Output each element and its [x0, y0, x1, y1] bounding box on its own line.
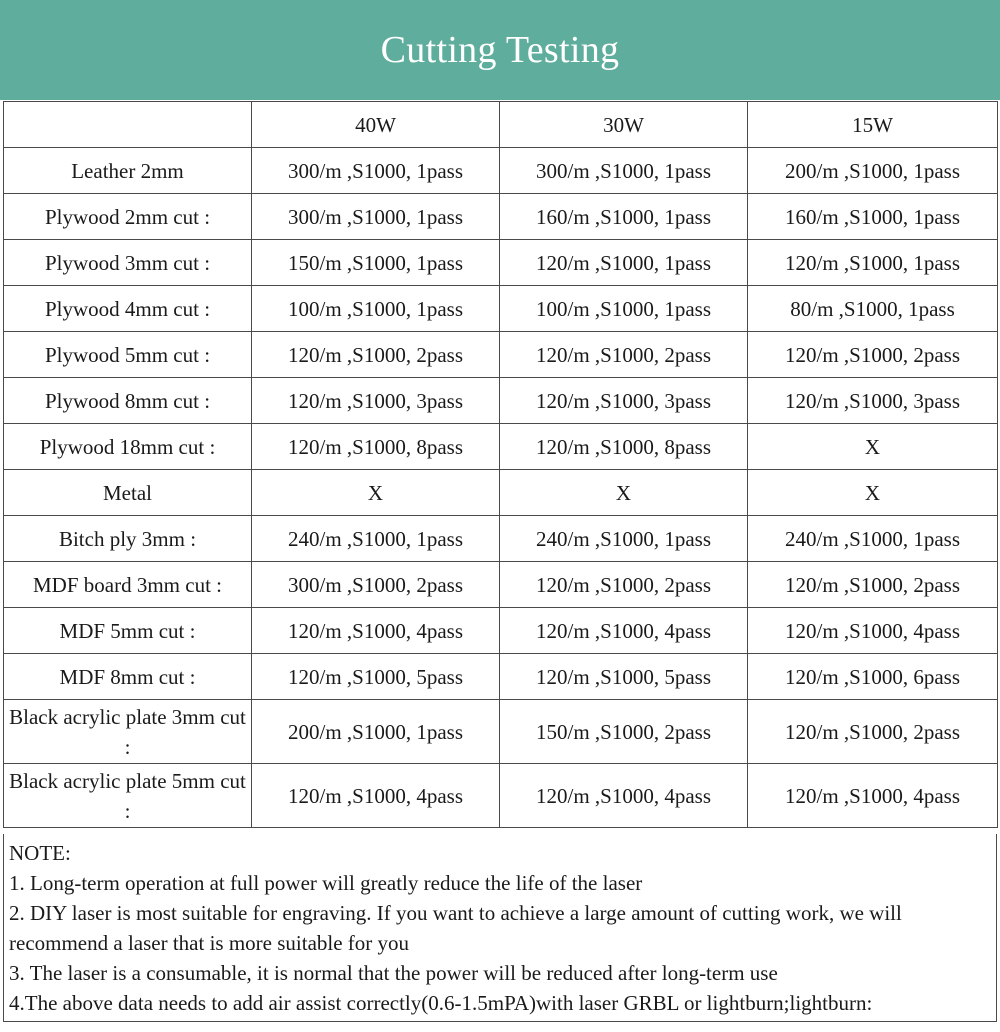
notes-heading: NOTE:	[9, 841, 71, 865]
material-cell: Plywood 3mm cut :	[4, 240, 252, 286]
material-cell: MDF 5mm cut :	[4, 608, 252, 654]
table-row	[4, 608, 998, 654]
setting-cell: 150/m ,S1000, 2pass	[500, 700, 748, 764]
material-cell: Bitch ply 3mm :	[4, 516, 252, 562]
setting-cell: X	[748, 424, 998, 470]
setting-cell: 120/m ,S1000, 2pass	[748, 700, 998, 764]
material-cell: MDF 8mm cut :	[4, 654, 252, 700]
table-body	[4, 102, 998, 828]
setting-cell: X	[500, 470, 748, 516]
setting-cell: 120/m ,S1000, 3pass	[500, 378, 748, 424]
setting-cell: 300/m ,S1000, 2pass	[252, 562, 500, 608]
material-cell: MDF board 3mm cut :	[4, 562, 252, 608]
setting-cell: 150/m ,S1000, 1pass	[252, 240, 500, 286]
setting-cell: 120/m ,S1000, 2pass	[500, 562, 748, 608]
material-cell: Black acrylic plate 5mm cut :	[4, 764, 252, 828]
setting-cell: 120/m ,S1000, 1pass	[500, 240, 748, 286]
setting-cell: 240/m ,S1000, 1pass	[252, 516, 500, 562]
setting-cell: X	[252, 470, 500, 516]
material-cell: Plywood 5mm cut :	[4, 332, 252, 378]
setting-cell: 120/m ,S1000, 3pass	[252, 378, 500, 424]
setting-cell: 160/m ,S1000, 1pass	[748, 194, 998, 240]
setting-cell: 300/m ,S1000, 1pass	[252, 148, 500, 194]
setting-cell: 120/m ,S1000, 4pass	[748, 608, 998, 654]
setting-cell: 120/m ,S1000, 4pass	[500, 764, 748, 828]
setting-cell: 120/m ,S1000, 4pass	[748, 764, 998, 828]
table-row	[4, 516, 998, 562]
material-cell: Plywood 8mm cut :	[4, 378, 252, 424]
setting-cell: 120/m ,S1000, 2pass	[252, 332, 500, 378]
setting-cell: 80/m ,S1000, 1pass	[748, 286, 998, 332]
table-row	[4, 332, 998, 378]
table-row	[4, 240, 998, 286]
cutting-table	[3, 101, 998, 828]
table-row	[4, 194, 998, 240]
material-cell: Black acrylic plate 3mm cut :	[4, 700, 252, 764]
setting-cell: 100/m ,S1000, 1pass	[500, 286, 748, 332]
setting-cell: 120/m ,S1000, 2pass	[500, 332, 748, 378]
table-row	[4, 148, 998, 194]
setting-cell: 120/m ,S1000, 3pass	[748, 378, 998, 424]
table-row	[4, 378, 998, 424]
setting-cell: 120/m ,S1000, 8pass	[500, 424, 748, 470]
note-3: 3. The laser is a consumable, it is normal that the power will be reduced after long-term use	[9, 961, 778, 985]
setting-cell: 240/m ,S1000, 1pass	[500, 516, 748, 562]
table-row	[4, 286, 998, 332]
setting-cell: 200/m ,S1000, 1pass	[748, 148, 998, 194]
page-title: Cutting Testing	[380, 29, 620, 71]
setting-cell: 120/m ,S1000, 2pass	[748, 562, 998, 608]
material-cell: Metal	[4, 470, 252, 516]
header-corner	[4, 102, 252, 148]
header-30w: 30W	[500, 102, 748, 148]
table-row	[4, 654, 998, 700]
setting-cell: X	[748, 470, 998, 516]
note-2: 2. DIY laser is most suitable for engraving. If you want to achieve a large amount of cutting work, we will recommend a laser that is more suitable for you	[9, 901, 902, 955]
setting-cell: 120/m ,S1000, 4pass	[252, 608, 500, 654]
setting-cell: 120/m ,S1000, 5pass	[252, 654, 500, 700]
material-cell: Plywood 2mm cut :	[4, 194, 252, 240]
table-row	[4, 470, 998, 516]
setting-cell: 300/m ,S1000, 1pass	[500, 148, 748, 194]
setting-cell: 300/m ,S1000, 1pass	[252, 194, 500, 240]
setting-cell: 240/m ,S1000, 1pass	[748, 516, 998, 562]
note-4: 4.The above data needs to add air assist correctly(0.6-1.5mPA)with laser GRBL or lightburn;lightburn:	[9, 991, 873, 1015]
setting-cell: 120/m ,S1000, 1pass	[748, 240, 998, 286]
table-header-row	[4, 102, 998, 148]
setting-cell: 100/m ,S1000, 1pass	[252, 286, 500, 332]
material-cell: Leather 2mm	[4, 148, 252, 194]
setting-cell: 120/m ,S1000, 2pass	[748, 332, 998, 378]
table-row	[4, 700, 998, 764]
setting-cell: 120/m ,S1000, 6pass	[748, 654, 998, 700]
header-15w: 15W	[748, 102, 998, 148]
setting-cell: 120/m ,S1000, 4pass	[252, 764, 500, 828]
setting-cell: 160/m ,S1000, 1pass	[500, 194, 748, 240]
note-1: 1. Long-term operation at full power will greatly reduce the life of the laser	[9, 871, 643, 895]
material-cell: Plywood 18mm cut :	[4, 424, 252, 470]
table-row	[4, 562, 998, 608]
notes-panel	[3, 834, 997, 1022]
table-row	[4, 424, 998, 470]
setting-cell: 200/m ,S1000, 1pass	[252, 700, 500, 764]
setting-cell: 120/m ,S1000, 5pass	[500, 654, 748, 700]
setting-cell: 120/m ,S1000, 8pass	[252, 424, 500, 470]
setting-cell: 120/m ,S1000, 4pass	[500, 608, 748, 654]
table-row	[4, 764, 998, 828]
material-cell: Plywood 4mm cut :	[4, 286, 252, 332]
header-40w: 40W	[252, 102, 500, 148]
title-banner	[0, 0, 1000, 100]
